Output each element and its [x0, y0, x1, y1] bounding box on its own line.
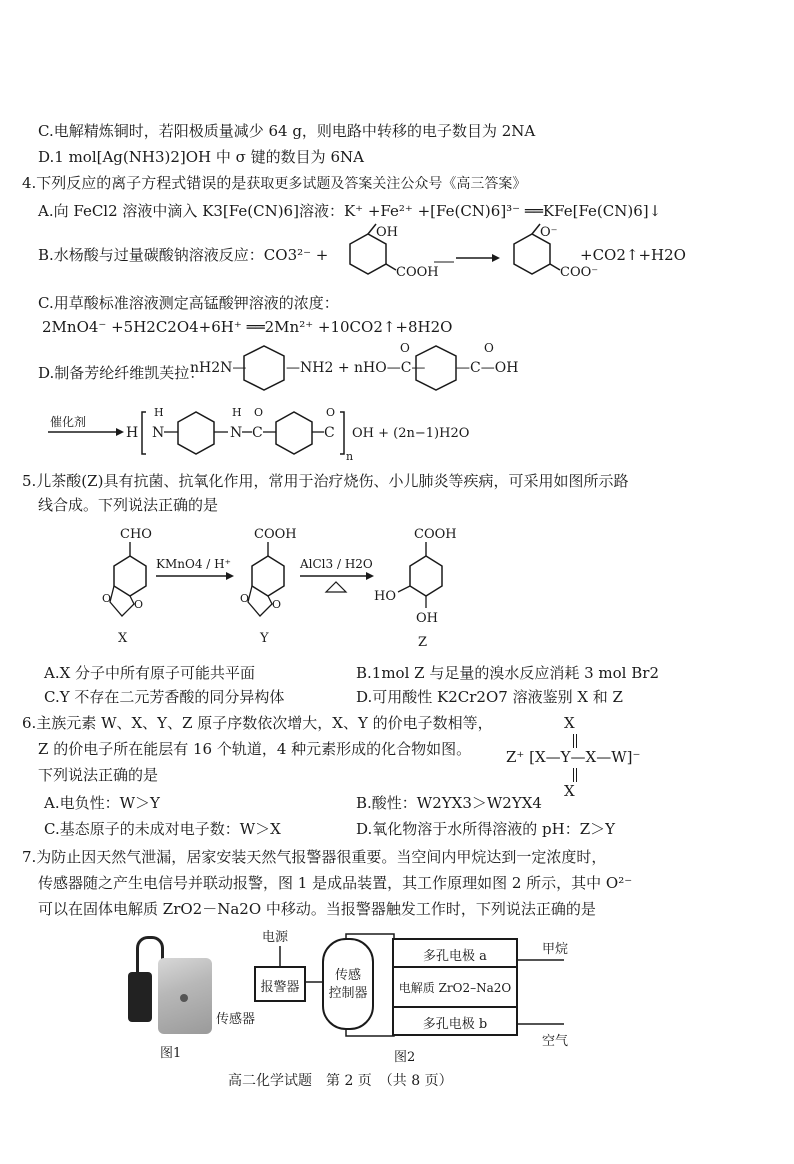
q7-stem-line3: 可以在固体电解质 ZrO2－Na2O 中移动。当报警器触发工作时，下列说法正确的是 [38, 900, 596, 918]
d-o-4: O [326, 406, 336, 419]
power-label: 电源 [262, 930, 289, 945]
q3-option-c: C.电解精炼铜时，若阳极质量减少 64 g，则电路中转移的电子数目为 2NA [38, 122, 536, 140]
d-mid: —NH2 + nHO—C— [286, 360, 426, 376]
d-nh2n: nH2N— [190, 360, 247, 376]
y-o-1: O [240, 592, 250, 605]
controller-label-1: 传感 [334, 968, 361, 983]
label-x: X [118, 631, 128, 646]
electrode-a-label: 多孔电极 a [423, 949, 487, 964]
d-end: —C—OH [456, 360, 519, 376]
x-o-1: O [102, 592, 112, 605]
page-footer: 高二化学试题 第 2 页 （共 8 页） [228, 1073, 453, 1089]
electrode-b-layer [394, 1008, 516, 1034]
q4-option-d-product [38, 404, 498, 464]
x-ring [114, 556, 146, 596]
q4-option-b-prefix: B.水杨酸与过量碳酸钠溶液反应：CO3²⁻ + [38, 246, 329, 264]
q6-x-bottom: X [564, 782, 575, 800]
electrolyte-label: 电解质 ZrO2–Na2O [398, 981, 512, 995]
z-oh: OH [416, 611, 438, 626]
q5-synthesis-route [96, 522, 496, 654]
q4-option-c-intro: C.用草酸标准溶液测定高锰酸钾溶液的浓度： [38, 294, 339, 312]
q6-option-d: D.氧化物溶于水所得溶液的 pH：Z＞Y [356, 820, 616, 838]
q6-stem-line3: 下列说法正确的是 [38, 766, 159, 784]
d-o-3: O [254, 406, 264, 419]
q4-option-b-suffix: +CO2↑+H2O [580, 246, 686, 264]
z-cooh: COOH [414, 527, 457, 542]
d-c-2: C [324, 425, 335, 441]
reagent-2: AlCl3 / H2O [300, 557, 373, 571]
b-oh-label: OH [376, 225, 398, 240]
d-c-1: C [252, 425, 263, 441]
d-h-start: H [126, 425, 139, 441]
alarm-box [254, 966, 306, 1002]
plug-icon [128, 972, 152, 1022]
d-o-1: O [400, 341, 410, 355]
polymer-ring-1 [178, 412, 214, 454]
q6-option-c: C.基态原子的未成对电子数：W＞X [44, 820, 281, 838]
d-catalyst: 催化剂 [50, 415, 87, 429]
alarm-label: 报警器 [260, 980, 300, 995]
polymer-ring-2 [276, 412, 312, 454]
q4-stem-text: 4.下列反应的离子方程式错误的是 [22, 174, 247, 192]
q5-stem-line1: 5.儿茶酸(Z)具有抗菌、抗氧化作用，常用于治疗烧伤、小儿肺炎等疾病，可采用如图所示路 [22, 472, 629, 490]
q4-option-d-prefix: D.制备芳纶纤维凯芙拉： [38, 364, 205, 382]
q4-stem [22, 172, 526, 195]
q5-stem-line2: 线合成。下列说法正确的是 [38, 496, 219, 514]
x-o-2: O [134, 598, 144, 611]
p-phenylenediamine-ring [244, 346, 284, 390]
b-coominus-label: COO⁻ [560, 265, 599, 280]
q6-stem-line1: 6.主族元素 W、X、Y、Z 原子序数依次增大，X、Y 的价电子数相等， [22, 714, 493, 732]
q6-stem-line2: Z 的价电子所在能层有 16 个轨道，4 种元素形成的化合物如图。 [38, 740, 472, 758]
reagent-1: KMnO4 / H⁺ [156, 557, 231, 571]
q6-option-b: B.酸性：W2YX3＞W2YX4 [356, 794, 542, 812]
fig1-sensor-photo [122, 932, 222, 1036]
electrode-a-layer [394, 940, 516, 968]
indicator-light-icon [180, 994, 188, 1002]
heat-triangle [326, 582, 346, 592]
z-ring [410, 556, 442, 596]
q4-watermark: 获取更多试题及答案关注公众号《高三答案》 [246, 176, 527, 192]
q6-x-top: X [564, 714, 575, 732]
q6-structure: Z⁺ [X—Y—X—W]⁻ [506, 748, 641, 766]
d-o-2: O [484, 341, 494, 355]
q5-option-c: C.Y 不存在二元芳香酸的同分异构体 [44, 688, 285, 706]
fig1-caption: 图1 [160, 1046, 182, 1061]
q6-option-a: A.电负性：W＞Y [44, 794, 160, 812]
air-label: 空气 [542, 1034, 569, 1049]
y-ring [252, 556, 284, 596]
z-ho: HO [374, 589, 396, 604]
controller-box [322, 938, 374, 1030]
electrode-stack [392, 938, 518, 1036]
q7-stem-line1: 7.为防止因天然气泄漏，居家安装天然气报警器很重要。当空间内甲烷达到一定浓度时， [22, 848, 607, 866]
fig2-caption: 图2 [394, 1050, 416, 1065]
d-n-amide-2: N [230, 425, 243, 441]
q3-option-d: D.1 mol[Ag(NH3)2]OH 中 σ 键的数目为 6NA [38, 148, 364, 166]
y-o-2: O [272, 598, 282, 611]
q7-stem-line2: 传感器随之产生电信号并联动报警，图 1 是成品装置，其工作原理如图 2 所示，其中 O²⁻ [38, 874, 633, 892]
b-cooh-label: COOH [396, 265, 439, 280]
q5-option-d: D.可用酸性 K2Cr2O7 溶液鉴别 X 和 Z [356, 688, 623, 706]
d-sub-n: n [346, 450, 354, 463]
salicylate-ring [514, 234, 550, 274]
b-ominus-label: O⁻ [540, 225, 558, 240]
x-cho: CHO [120, 527, 152, 542]
q4-option-d-reactants [188, 340, 528, 400]
controller-label-2: 控制器 [328, 986, 368, 1001]
q5-option-a: A.X 分子中所有原子可能共平面 [44, 664, 256, 682]
d-h-amide-1: H [154, 406, 164, 419]
d-n-amide-1: N [152, 425, 165, 441]
q4-option-c-equation: 2MnO4⁻ +5H2C2O4+6H⁺ ══2Mn²⁺ +10CO2↑+8H2O [42, 318, 453, 336]
salicylic-ring [350, 234, 386, 274]
d-h-amide-2: H [232, 406, 242, 419]
y-cooh: COOH [254, 527, 297, 542]
sensor-label: 传感器 [216, 1012, 256, 1027]
d-tail: OH + (2n−1)H2O [352, 426, 470, 441]
electrolyte-layer [394, 968, 516, 1008]
label-z: Z [418, 635, 428, 650]
label-y: Y [260, 631, 269, 646]
q4-option-a: A.向 FeCl2 溶液中滴入 K3[Fe(CN)6]溶液：K⁺ +Fe²⁺ +[Fe(CN)6]³⁻ ══KFe[Fe(CN)6]↓ [38, 202, 662, 220]
electrode-b-label: 多孔电极 b [422, 1017, 488, 1032]
q5-option-b: B.1mol Z 与足量的溴水反应消耗 3 mol Br2 [356, 664, 659, 682]
methane-label: 甲烷 [542, 942, 569, 957]
